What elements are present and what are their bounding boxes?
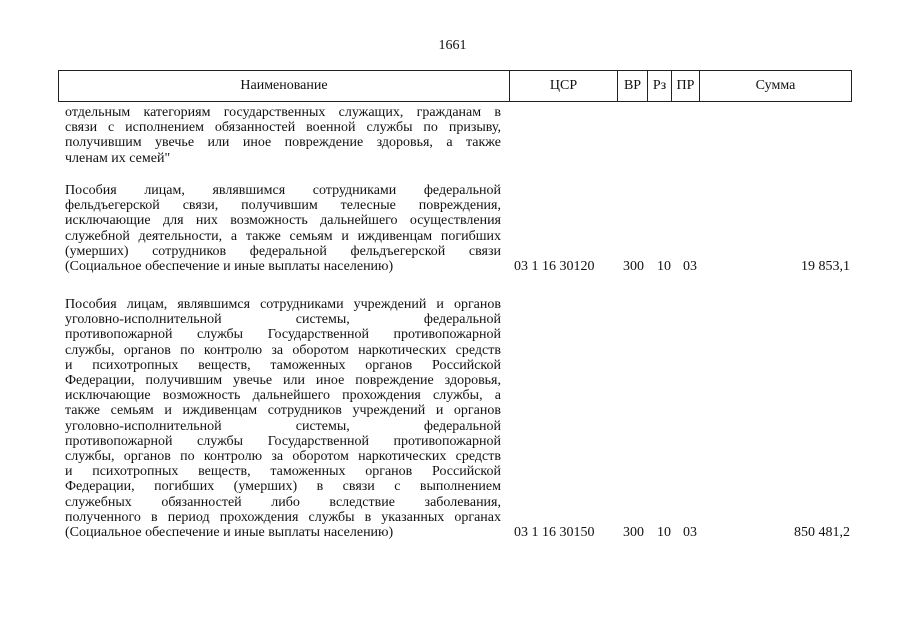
row-line: членам их семей" <box>65 150 171 166</box>
row-sum: 850 481,2 <box>794 525 850 541</box>
row-line: служебных обязанностей либо вследствие заболевания, <box>65 494 501 510</box>
header-sum: Сумма <box>755 78 796 93</box>
row-line: также семьям и иждивенцам сотрудников учреждений и органов <box>65 403 501 419</box>
row-name <box>65 105 501 166</box>
table-row <box>65 183 852 274</box>
table-row <box>65 105 852 166</box>
row-pr: 03 <box>683 259 697 275</box>
row-line: уголовно-исполнительной системы, федеральной <box>65 312 501 328</box>
row-line: Федерации, получившим увечье или иное повреждение здоровья, <box>65 373 501 389</box>
row-vr: 300 <box>623 525 644 541</box>
row-rz: 10 <box>657 259 671 275</box>
row-line: (умерших) сотрудников федеральной фельдъегерской связи <box>65 243 501 259</box>
row-line: службы, органов по контролю за оборотом наркотических средств <box>65 342 501 358</box>
row-line: противопожарной службы Государственной противопожарной <box>65 433 501 449</box>
row-line: исключающие возможность дальнейшего прохождения службы, а <box>65 388 501 404</box>
row-line: противопожарной службы Государственной противопожарной <box>65 327 501 343</box>
row-line: (Социальное обеспечение и иные выплаты населению) <box>65 259 394 275</box>
page-number: 1661 <box>438 38 467 53</box>
row-line: и психотропных веществ, таможенных органов Российской <box>65 464 501 480</box>
row-line: служебной деятельности, а также семьям и иждивенцам погибших <box>65 228 501 244</box>
row-line: фельдъегерской связи, получившим телесные повреждения, <box>65 198 501 214</box>
row-line: уголовно-исполнительной системы, федеральной <box>65 418 501 434</box>
table-header <box>58 70 852 102</box>
row-sum: 19 853,1 <box>801 259 850 275</box>
row-name <box>65 297 501 540</box>
row-line: Пособия лицам, являвшимся сотрудниками федеральной <box>65 183 501 198</box>
row-line: Пособия лицам, являвшимся сотрудниками учреждений и органов <box>65 297 501 312</box>
row-csr: 03 1 16 30120 <box>514 259 595 275</box>
row-pr: 03 <box>683 525 697 541</box>
row-line: службы, органов по контролю за оборотом наркотических средств <box>65 449 501 465</box>
table-row <box>65 297 852 540</box>
row-values <box>65 259 852 274</box>
header-vr: ВР <box>618 71 648 101</box>
row-line: получившим увечье или иное повреждение здоровья, а также <box>65 135 501 151</box>
row-line: Федерации, погибших (умерших) в связи с выполнением <box>65 479 501 495</box>
header-csr: ЦСР <box>510 71 618 101</box>
row-line: и психотропных веществ, таможенных органов Российской <box>65 357 501 373</box>
row-rz: 10 <box>657 525 671 541</box>
header-rz: Рз <box>648 71 672 101</box>
header-name: Наименование <box>59 71 510 101</box>
row-vr: 300 <box>623 259 644 275</box>
row-line: (Социальное обеспечение и иные выплаты населению) <box>65 525 394 541</box>
row-line: отдельным категориям государственных служащих, гражданам в <box>65 105 501 120</box>
row-values <box>65 525 852 540</box>
header-pr: ПР <box>672 71 700 101</box>
row-csr: 03 1 16 30150 <box>514 525 595 541</box>
row-line: исключающие для них возможность дальнейшего осуществления <box>65 213 501 229</box>
row-line: связи с исполнением обязанностей военной службы по призыву, <box>65 120 501 136</box>
row-line: полученного в период прохождения службы в указанных органах <box>65 509 501 525</box>
